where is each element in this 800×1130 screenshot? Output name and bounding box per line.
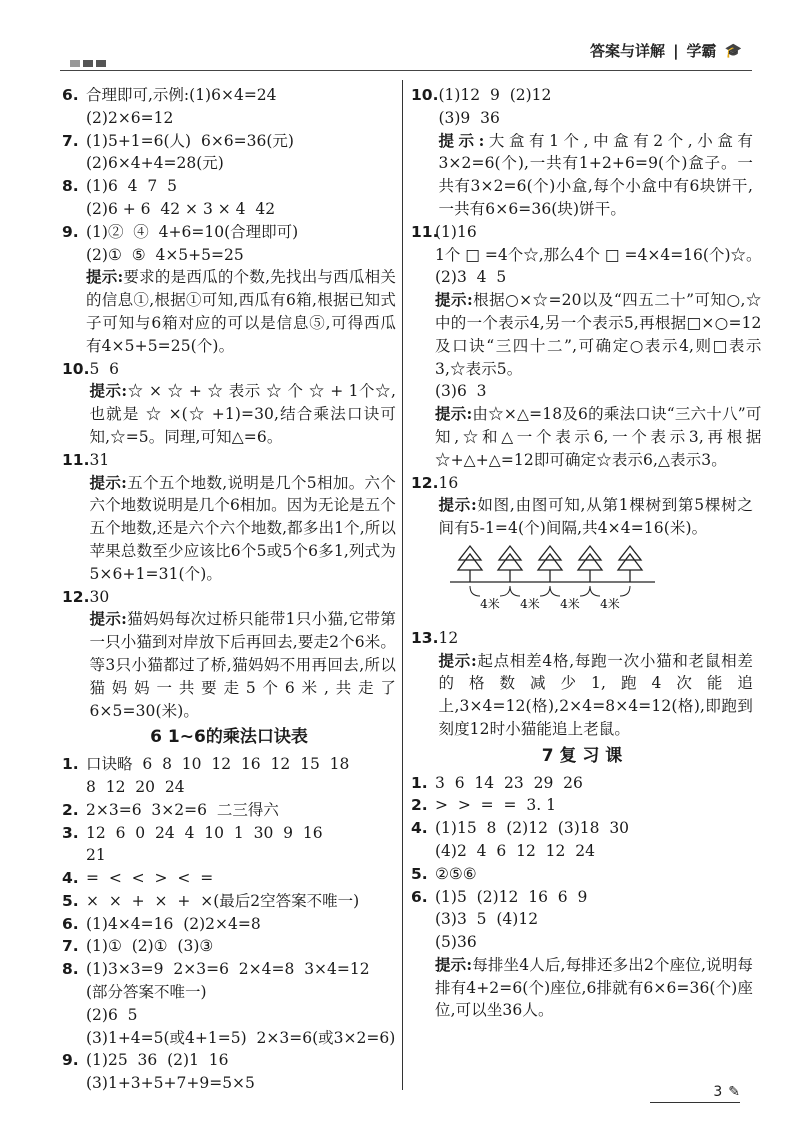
answer-item: [62, 935, 396, 958]
answer-item: [411, 472, 753, 627]
item-number: 10.: [62, 359, 90, 378]
item-body: [435, 817, 753, 863]
page-header: [0, 0, 800, 78]
hint-label: 提示:: [86, 267, 124, 287]
answer-item: [62, 890, 396, 913]
graduation-cap-icon: 🎓: [724, 42, 742, 59]
item-number: 4.: [411, 819, 428, 838]
item-body: [89, 449, 396, 586]
answer-line: (3)9 36: [438, 108, 500, 127]
answer-line: (2)① ⑤ 4×5+5=25: [86, 245, 244, 264]
hint-label: 提示:: [89, 381, 128, 401]
answer-item: [62, 753, 396, 799]
answer-line: (1)4×4=16 (2)2×4=8: [86, 914, 261, 933]
hint-body: 如图,由图可知,从第1棵树到第5棵树之间有5-1=4(个)间隔,共4×4=16(米)。: [438, 496, 753, 538]
item-body: [89, 586, 396, 723]
item-body: [86, 913, 396, 936]
left-column: [62, 84, 396, 1095]
answer-item: [411, 221, 762, 472]
answer-item: [62, 449, 396, 586]
answer-line: (1)5+1=6(人) 6×6=36(元): [86, 131, 294, 150]
hint-text: [435, 403, 762, 471]
item-body: [438, 472, 753, 627]
answer-line: 30: [89, 587, 110, 606]
item-body: [438, 84, 753, 221]
answer-line: (1)25 36 (2)1 16: [86, 1051, 229, 1070]
item-body: [438, 627, 753, 741]
item-number: 6.: [411, 887, 428, 906]
answer-line: (2)6×4+4=28(元): [86, 154, 224, 173]
item-body: [435, 886, 753, 1023]
item-number: 7.: [62, 937, 79, 956]
answer-line: > > = = 3. 1: [435, 796, 556, 815]
hint-text: [438, 494, 753, 540]
item-body: [86, 867, 396, 890]
answer-line: 12: [438, 628, 459, 647]
item-number: 9.: [62, 1051, 79, 1070]
hint-text: [435, 954, 753, 1022]
item-body: [86, 1049, 396, 1095]
item-number: 5.: [411, 864, 428, 883]
answer-item: [62, 130, 396, 176]
distance-label: 4米: [600, 596, 621, 611]
header-brand-label: 答案与详解: [590, 42, 666, 60]
tree-icon: [578, 546, 602, 582]
answer-item: [411, 772, 753, 795]
item-body: [435, 863, 753, 886]
answer-line: (2)6 + 6 42 × 3 × 4 42: [86, 199, 276, 218]
answer-line: (2)6 5: [86, 1005, 138, 1024]
hint-label: 提示:: [438, 650, 477, 670]
answer-item: [62, 358, 396, 449]
answer-line: (2)2×6=12: [86, 108, 174, 127]
item-body: [435, 772, 753, 795]
answer-item: [62, 822, 396, 868]
hint-body: 根据○×☆=20以及“四五二十”可知○,☆中的一个表示4,另一个表示5,再根据□×○=12及口诀“三四十二”,可确定○表示4,则□表示3,☆表示5。: [435, 291, 762, 378]
hint-label: 提示:: [435, 290, 473, 310]
hint-label: 提示:: [435, 404, 473, 424]
page-number: 3: [713, 1084, 723, 1100]
item-number: 8.: [62, 960, 79, 979]
right-column: [411, 84, 762, 1022]
hint-body: 由☆×△=18及6的乘法口诀“三六十八”可知,☆和△一个表示6,一个表示3,再根据☆+△+△=12即可确定☆表示6,△表示3。: [435, 405, 762, 469]
item-body: [86, 958, 396, 1049]
item-body: [86, 753, 396, 799]
item-body: [86, 221, 396, 358]
distance-label: 4米: [480, 596, 501, 611]
answer-item: [62, 958, 396, 1049]
answer-line: (1)② ④ 4+6=10(合理即可): [86, 222, 299, 241]
hint-label: 提示:: [89, 609, 127, 629]
item-number: 11.: [62, 450, 90, 469]
item-body: [435, 221, 762, 472]
answer-line: (2)3 4 5: [435, 268, 507, 287]
item-number: 6.: [62, 86, 79, 104]
item-number: 4.: [62, 869, 79, 888]
item-number: 8.: [62, 177, 79, 196]
item-number: 10.: [411, 86, 439, 104]
answer-line: (1)6 4 7 5: [86, 177, 177, 196]
answer-line: (3)1+4=5(或4+1=5) 2×3=6(或3×2=6): [86, 1028, 396, 1047]
item-body: [86, 175, 396, 221]
answer-line: (3)3 5 (4)12: [435, 910, 539, 929]
answer-line: (1)3×3=9 2×3=6 2×4=8 3×4=12: [86, 960, 370, 979]
hint-body: ☆ × ☆ + ☆ 表示 ☆ 个 ☆ + 1个☆,也就是 ☆ ×(☆ +1)=30,结合乘法口诀可知,☆=5。同理,可知△=6。: [89, 382, 396, 446]
answer-line: (4)2 4 6 12 12 24: [435, 841, 595, 860]
item-body: [86, 130, 396, 176]
tree-icon: [538, 546, 562, 582]
answer-item: [62, 84, 396, 130]
answer-item: [62, 175, 396, 221]
hint-text: [89, 608, 396, 722]
answer-line: (1)16: [435, 222, 477, 241]
header-separator: |: [673, 41, 679, 60]
answer-line: (1)① (2)① (3)③: [86, 937, 214, 956]
hint-label: 提示:: [89, 472, 127, 492]
hint-label: 提示:: [438, 130, 485, 150]
answer-item: [62, 867, 396, 890]
hint-text: [438, 130, 753, 221]
answer-line: ②⑤⑥: [435, 864, 477, 883]
answer-item: [62, 913, 396, 936]
answer-item: [411, 817, 753, 863]
pencil-icon: ✎: [728, 1084, 740, 1100]
answer-line: (1)12 9 (2)12: [438, 86, 552, 104]
section-title: 6 1~6的乘法口诀表: [150, 727, 308, 748]
item-number: 11.: [411, 222, 439, 241]
item-number: 2.: [62, 800, 79, 819]
item-body: [86, 799, 396, 822]
item-number: 13.: [411, 628, 439, 647]
answer-line: 2×3=6 3×2=6 二三得六: [86, 800, 279, 819]
item-body: [86, 890, 396, 913]
item-number: 1.: [411, 773, 428, 792]
header-squares: [70, 60, 106, 67]
column-divider: [402, 80, 403, 1090]
item-number: 9.: [62, 222, 79, 241]
hint-text: [438, 650, 753, 741]
section-title: 7 复 习 课: [541, 745, 623, 766]
hint-body: 要求的是西瓜的个数,先找出与西瓜相关的信息①,根据①可知,西瓜有6箱,根据已知式子可知与6箱对应的可以是信息⑤,可得西瓜有4×5+5=25(个)。: [86, 268, 396, 355]
header-logo: 学霸: [686, 42, 717, 60]
answer-line: 31: [89, 450, 110, 469]
answer-line: = < < > < =: [86, 869, 214, 888]
header-rule: [60, 70, 752, 71]
answer-item: [411, 84, 753, 221]
hint-label: 提示:: [438, 495, 477, 515]
item-number: 5.: [62, 891, 79, 910]
hint-text: [435, 289, 762, 380]
answer-line: 1个 □ =4个☆,那么4个 □ =4×4=16(个)☆。: [435, 245, 762, 264]
answer-item: [411, 886, 753, 1023]
answer-line: (部分答案不唯一): [86, 983, 207, 1002]
item-number: 2.: [411, 796, 428, 815]
item-number: 6.: [62, 914, 79, 933]
answer-line: 合理即可,示例:(1)6×4=24: [86, 86, 277, 104]
hint-body: 五个五个地数,说明是几个5相加。六个六个地数说明是几个6相加。因为无论是五个五个地数,还是六个六个地数,都多出1个,所以苹果总数至少应该比6个5或5个6多1,列式为5×6+1=31(个)。: [89, 473, 396, 583]
answer-line: 5 6: [89, 359, 120, 378]
hint-body: 每排坐4人后,每排还多出2个座位,说明每排有4+2=6(个)座位,6排就有6×6=36(个)座位,可以坐36人。: [435, 955, 753, 1020]
answer-line: (1)15 8 (2)12 (3)18 30: [435, 819, 630, 838]
answer-line: (3)1+3+5+7+9=5×5: [86, 1074, 255, 1093]
answer-item: [62, 586, 396, 723]
item-body: [86, 822, 396, 868]
tree-icon: [458, 546, 482, 582]
answer-line: (1)5 (2)12 16 6 9: [435, 887, 588, 906]
answer-line: (5)36: [435, 933, 477, 952]
answer-line: 21: [86, 846, 106, 865]
hint-body: 猫妈妈每次过桥只能带1只小猫,它带第一只小猫到对岸放下后再回去,要走2个6米。等3只小猫都过了桥,猫妈妈不用再回去,所以猫妈妈一共要走5个6米,共走了6×5=30(米)。: [89, 610, 396, 720]
tree-spacing-diagram: [450, 544, 660, 616]
hint-body: 大盒有1个,中盒有2个,小盒有3×2=6(个),一共有1+2+6=9(个)盒子。一共有3×2=6(个)小盒,每个小盒中有6块饼干,一共有6×6=36(块)饼干。: [438, 131, 754, 218]
answer-line: 口诀略 6 8 10 12 16 12 15 18: [86, 755, 350, 774]
footer-rule: [650, 1102, 740, 1103]
hint-text: [89, 380, 396, 448]
answer-line: 16: [438, 473, 459, 492]
item-body: [89, 358, 396, 449]
answer-item: [411, 627, 753, 741]
hint-text: [89, 472, 396, 586]
item-number: 12.: [411, 473, 439, 492]
distance-label: 4米: [560, 596, 581, 611]
answer-item: [411, 794, 753, 817]
header-title: [590, 40, 742, 61]
hint-text: [86, 266, 396, 357]
item-number: 7.: [62, 131, 79, 150]
answer-line: (3)6 3: [435, 382, 487, 401]
answer-line: 8 12 20 24: [86, 777, 185, 796]
tree-icon: [498, 546, 522, 582]
answer-item: [62, 799, 396, 822]
hint-body: 起点相差4格,每跑一次小猫和老鼠相差的格数减少1,跑4次能追上,3×4=12(格),2×4=8×4=12(格),即跑到刻度12时小猫能追上老鼠。: [438, 651, 753, 738]
distance-label: 4米: [520, 596, 541, 611]
hint-label: 提示:: [435, 954, 473, 974]
item-body: [86, 935, 396, 958]
item-number: 3.: [62, 823, 79, 842]
item-number: 1.: [62, 755, 79, 774]
answer-line: 3 6 14 23 29 26: [435, 773, 583, 792]
item-number: 12.: [62, 587, 90, 606]
answer-line: × × + × + ×(最后2空答案不唯一): [86, 891, 360, 910]
answer-item: [62, 1049, 396, 1095]
item-body: [86, 84, 396, 130]
answer-item: [411, 863, 753, 886]
answer-item: [62, 221, 396, 358]
page-footer: [713, 1084, 740, 1100]
tree-icon: [618, 546, 642, 582]
item-body: [435, 794, 753, 817]
answer-line: 12 6 0 24 4 10 1 30 9 16: [86, 823, 323, 842]
